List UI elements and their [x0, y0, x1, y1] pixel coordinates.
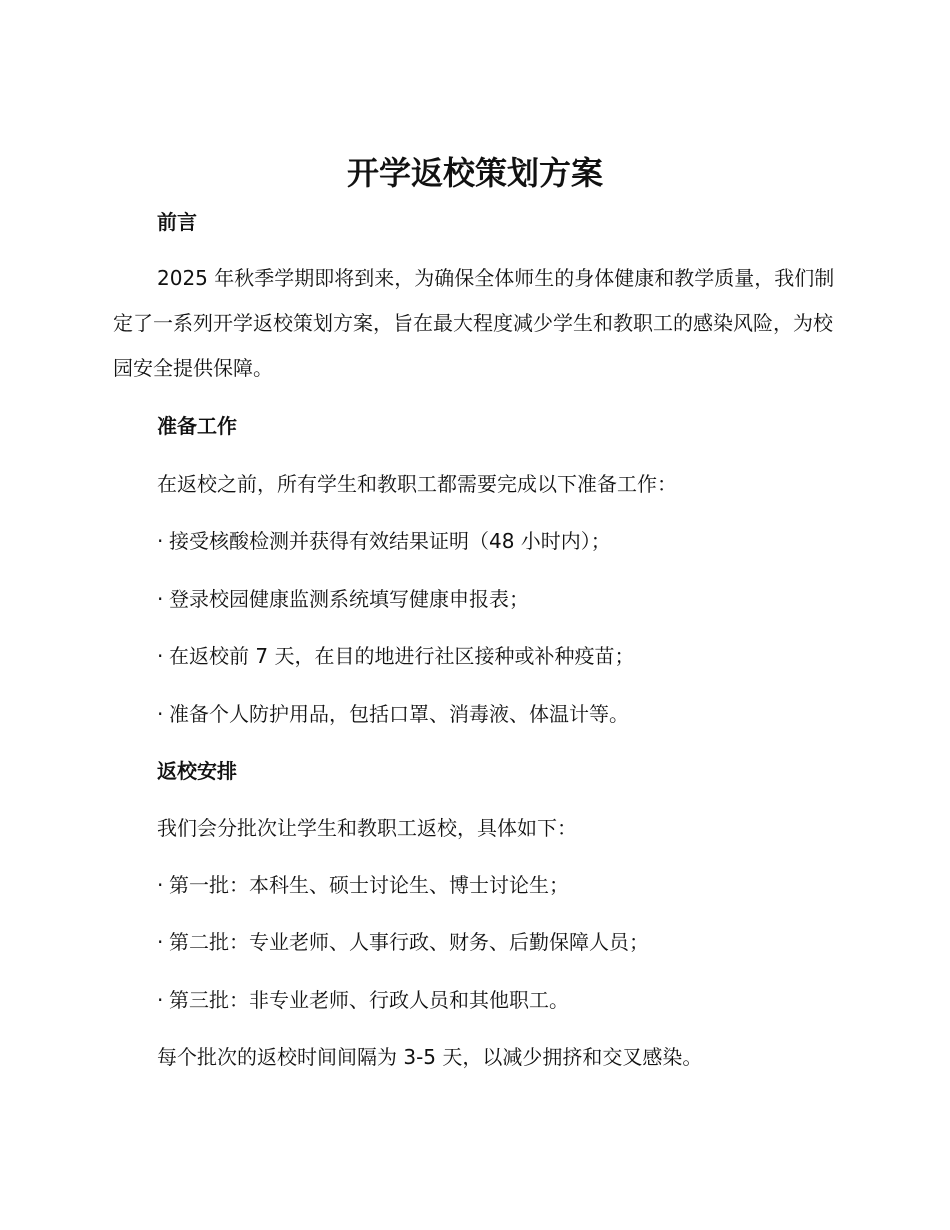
- section-heading-arrangement: 返校安排: [157, 759, 237, 783]
- bullet-marker: ·: [157, 529, 164, 553]
- bullet-marker: ·: [157, 988, 164, 1012]
- bullet-text: 第三批：非专业老师、行政人员和其他职工。: [169, 988, 569, 1012]
- bullet-marker: ·: [157, 930, 164, 954]
- arrangement-bullet-item: [157, 927, 857, 957]
- bullet-marker: ·: [157, 873, 164, 897]
- bullet-marker: ·: [157, 644, 164, 668]
- preparation-bullet-item: [157, 641, 857, 671]
- preface-paragraph: 2025 年秋季学期即将到来，为确保全体师生的身体健康和教学质量，我们制定了一系列开学返校策划方案，旨在最大程度减少学生和教职工的感染风险，为校园安全提供保障。: [113, 266, 835, 380]
- preparation-intro: 在返校之前，所有学生和教职工都需要完成以下准备工作：: [157, 472, 677, 496]
- bullet-marker: ·: [157, 702, 164, 726]
- bullet-text: 准备个人防护用品，包括口罩、消毒液、体温计等。: [169, 702, 629, 726]
- section-heading-preface: 前言: [157, 210, 197, 234]
- document-title: 开学返校策划方案: [346, 154, 603, 192]
- bullet-text: 在返校前 7 天，在目的地进行社区接种或补种疫苗；: [169, 644, 635, 668]
- bullet-text: 登录校园健康监测系统填写健康申报表；: [169, 587, 529, 611]
- preparation-bullet-item: [157, 584, 857, 614]
- bullet-text: 第一批：本科生、硕士讨论生、博士讨论生；: [169, 873, 569, 897]
- arrangement-bullet-item: [157, 985, 857, 1015]
- arrangement-bullet-item: [157, 870, 857, 900]
- bullet-text: 第二批：专业老师、人事行政、财务、后勤保障人员；: [169, 930, 649, 954]
- arrangement-intro: 我们会分批次让学生和教职工返校，具体如下：: [157, 816, 577, 840]
- bullet-text: 接受核酸检测并获得有效结果证明（48 小时内）；: [169, 529, 611, 553]
- preparation-bullet-item: [157, 526, 857, 556]
- bullet-marker: ·: [157, 587, 164, 611]
- arrangement-closing: 每个批次的返校时间间隔为 3-5 天，以减少拥挤和交叉感染。: [157, 1045, 703, 1069]
- section-heading-preparation: 准备工作: [157, 414, 237, 438]
- preparation-bullet-item: [157, 699, 857, 729]
